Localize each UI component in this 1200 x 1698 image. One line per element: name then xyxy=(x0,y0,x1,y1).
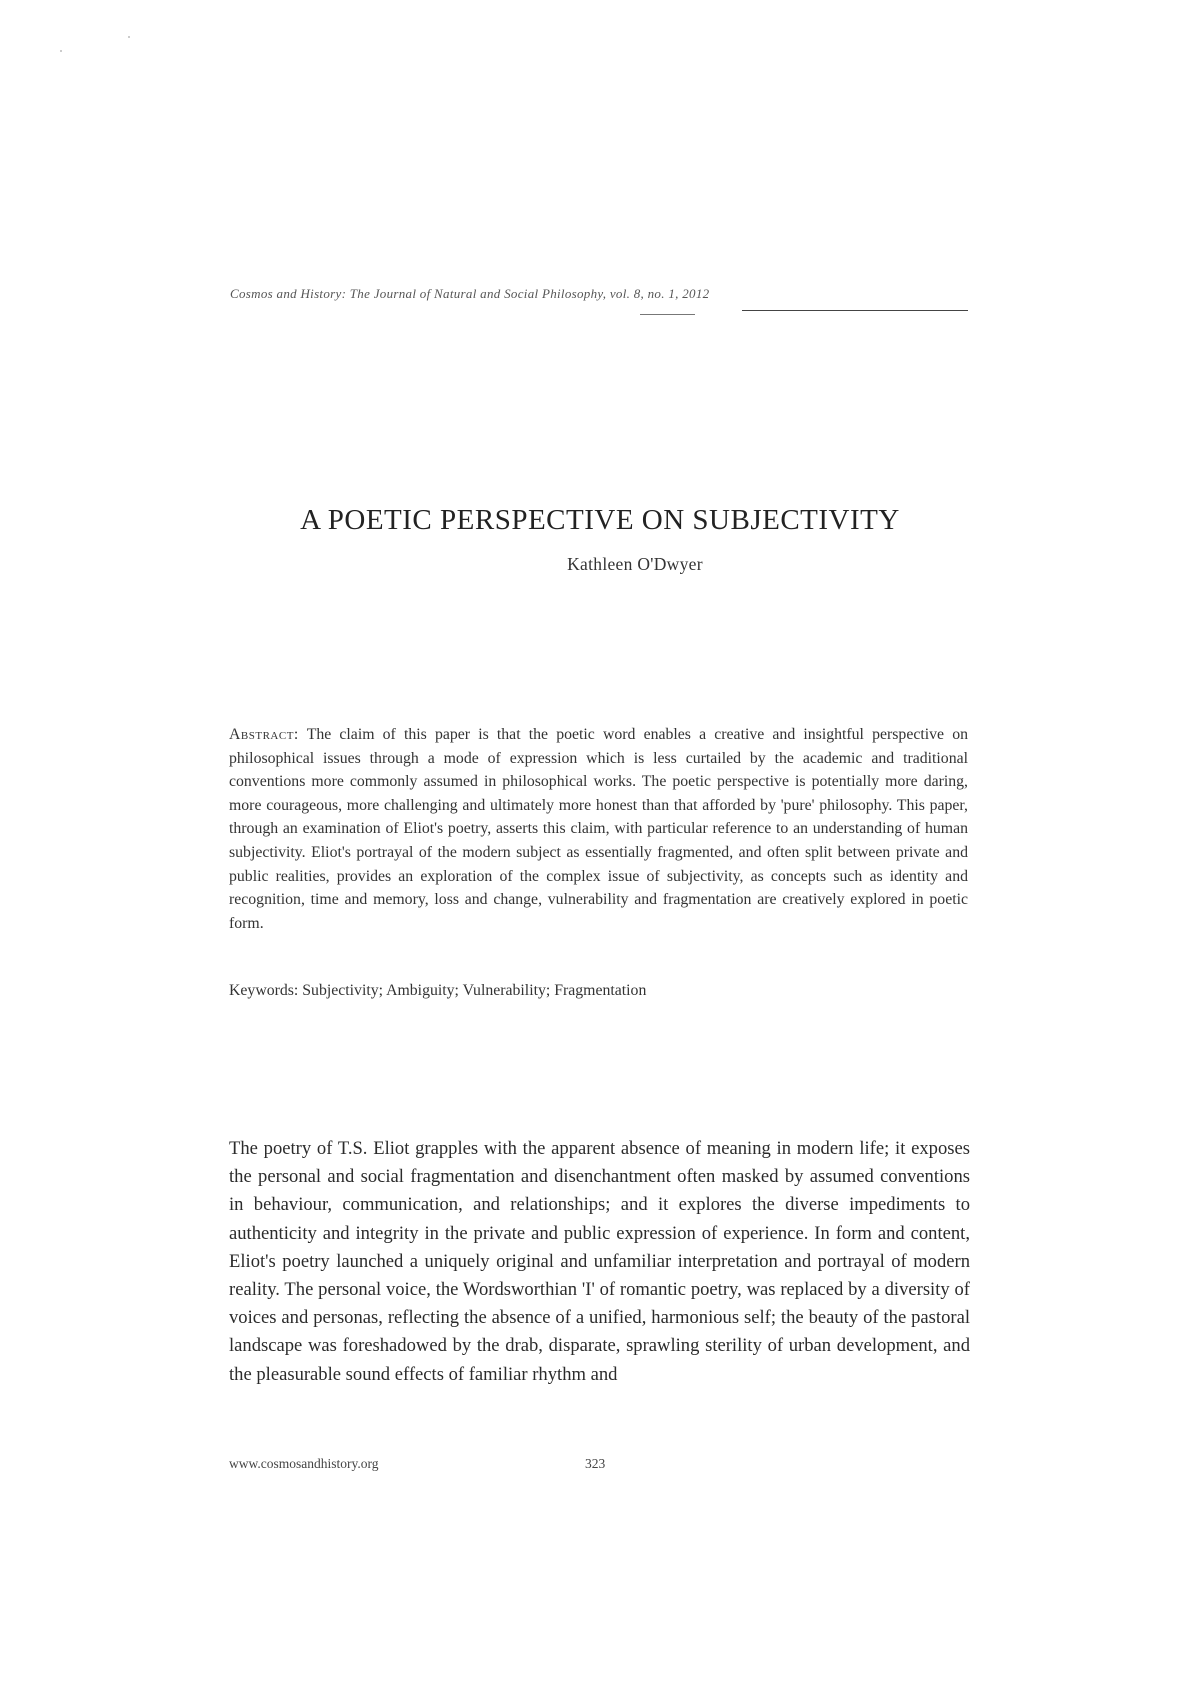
running-head: Cosmos and History: The Journal of Natural and Social Philosophy, vol. 8, no. 1, 2012 xyxy=(230,286,710,301)
abstract-label: Abstract: xyxy=(229,726,299,743)
article-title: A POETIC PERSPECTIVE ON SUBJECTIVITY xyxy=(300,504,900,536)
footer-url: www.cosmosandhistory.org xyxy=(229,1456,379,1471)
abstract xyxy=(229,723,968,935)
scan-speck xyxy=(128,36,130,38)
header-rule xyxy=(742,310,968,311)
page-number: 323 xyxy=(585,1456,606,1471)
article-author: Kathleen O'Dwyer xyxy=(567,554,703,574)
scan-speck xyxy=(60,50,62,52)
keywords: Keywords: Subjectivity; Ambiguity; Vulnerability; Fragmentation xyxy=(229,982,647,999)
abstract-text: The claim of this paper is that the poetic word enables a creative and insightful perspective on philosophical issues through a mode of expression which is less curtailed by the academic and traditional conventions more commonly assumed in philosophical works. The poetic perspective is potentially more daring, more courageous, more challenging and ultimately more honest than that afforded by 'pure' philosophy. This paper, through an examination of Eliot's poetry, asserts this claim, with particular reference to an understanding of human subjectivity. Eliot's portrayal of the modern subject as essentially fragmented, and often split between private and public realities, provides an exploration of the complex issue of subjectivity, as concepts such as identity and recognition, time and memory, loss and change, vulnerability and fragmentation are creatively explored in poetic form. xyxy=(229,726,968,932)
header-rule-short xyxy=(640,314,695,315)
body-paragraph: The poetry of T.S. Eliot grapples with the apparent absence of meaning in modern life; it exposes the personal and social fragmentation and disenchantment often masked by assumed conventions in behaviour, communication, and relationships; and it explores the diverse impediments to authenticity and integrity in the private and public expression of experience. In form and content, Eliot's poetry launched a uniquely original and unfamiliar interpretation and portrayal of modern reality. The personal voice, the Wordsworthian 'I' of romantic poetry, was replaced by a diversity of voices and personas, reflecting the absence of a unified, harmonious self; the beauty of the pastoral landscape was foreshadowed by the drab, disparate, sprawling sterility of urban development, and the pleasurable sound effects of familiar rhythm and xyxy=(229,1138,970,1385)
